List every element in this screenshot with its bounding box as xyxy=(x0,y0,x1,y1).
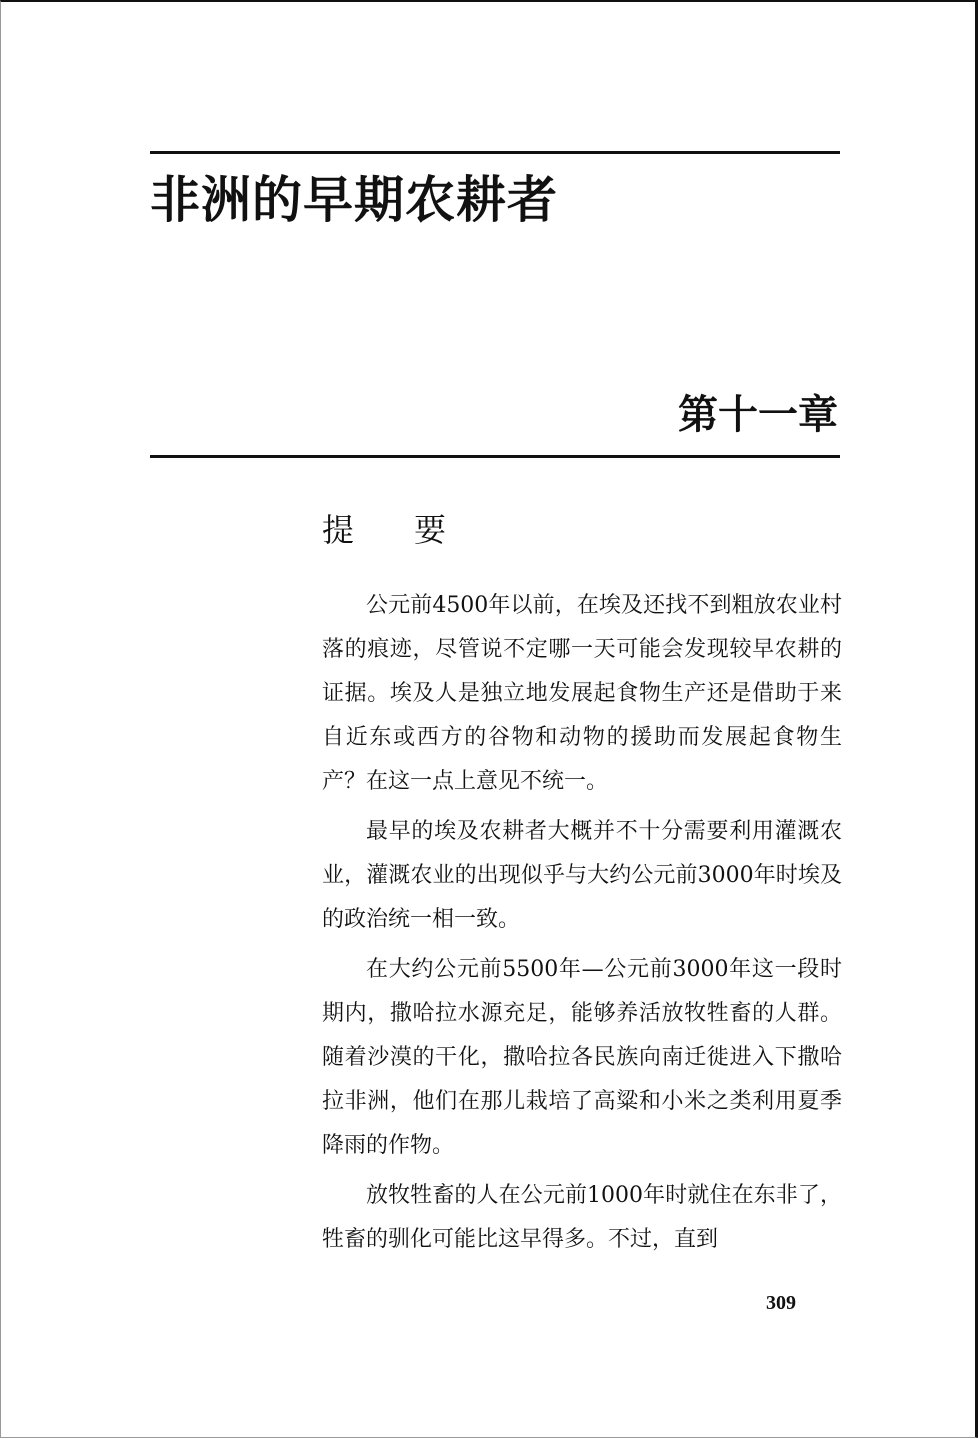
paragraph: 公元前4500年以前，在埃及还找不到粗放农业村落的痕迹，尽管说不定哪一天可能会发现较早农耕的证据。埃及人是独立地发展起食物生产还是借助于来自近东或西方的谷物和动物的援助而发展起食物生产？在这一点上意见不统一。 xyxy=(322,593,842,794)
section-heading: 提要 xyxy=(322,511,507,549)
paragraph: 在大约公元前5500年—公元前3000年这一段时期内，撒哈拉水源充足，能够养活放牧牲畜的人群。随着沙漠的干化，撒哈拉各民族向南迁徙进入下撒哈拉非洲，他们在那儿栽培了高粱和小米之类利用夏季降雨的作物。 xyxy=(322,957,842,1158)
paragraph: 最早的埃及农耕者大概并不十分需要利用灌溉农业，灌溉农业的出现似乎与大约公元前3000年时埃及的政治统一相一致。 xyxy=(322,819,842,932)
chapter-label: 第十一章 xyxy=(678,391,838,438)
page-title: 非洲的早期农耕者 xyxy=(150,170,558,229)
chapter-rule xyxy=(150,455,840,458)
page-number: 309 xyxy=(766,1292,796,1314)
paragraph: 放牧牲畜的人在公元前1000年时就住在东非了，牲畜的驯化可能比这早得多。不过，直到 xyxy=(322,1183,842,1252)
top-rule xyxy=(150,151,840,154)
body-text xyxy=(322,584,842,1268)
